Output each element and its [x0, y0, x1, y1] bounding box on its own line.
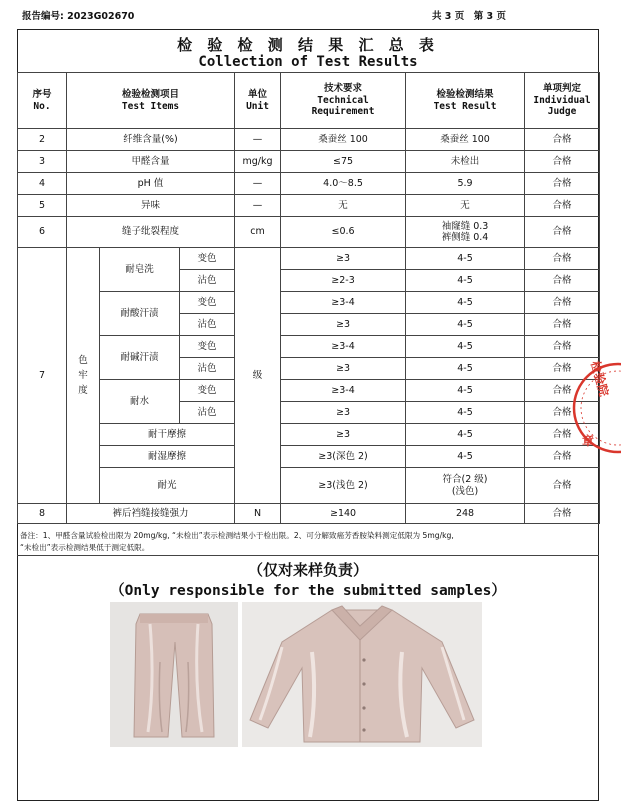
- col-judge-header: 单项判定 Individual Judge: [525, 73, 600, 129]
- table-row: 7 色牢度 耐皂洗 变色 级 ≥3 4-5 合格: [18, 248, 600, 270]
- disclaimer-english: （Only responsible for the submitted samples）: [110, 583, 506, 599]
- table-row: 耐酸汗渍 变色 ≥3-4 4-5 合格: [18, 292, 600, 314]
- seal-text-2: 章: [582, 434, 595, 448]
- sample-photo-shirt: [242, 602, 482, 747]
- report-number-value: 2023G02670: [67, 11, 135, 22]
- col-unit-header: 单位 Unit: [235, 73, 281, 129]
- report-number: [22, 8, 134, 22]
- official-seal: [570, 350, 621, 470]
- shirt-image: [242, 602, 482, 747]
- table-row: 8 裤后裆缝接缝强力 N ≥140 248 合格: [18, 504, 600, 524]
- page-indicator: 共 3 页 第 3 页: [432, 11, 506, 22]
- remarks-line-1: 备注：1、甲醛含量试验检出限为 20mg/kg, “未检出”表示检测结果小于检出限。2、可分解致癌芳香胺染料测定低限为 5mg/kg,: [20, 531, 454, 540]
- remarks: [20, 530, 596, 554]
- remarks-line-2: “未检出”表示检测结果低于测定低限。: [20, 543, 150, 552]
- col-req-header: 技术要求 Technical Requirement: [281, 73, 406, 129]
- table-row: 耐干摩擦 ≥3 4-5 合格: [18, 424, 600, 446]
- col-item-header: 检验检测项目 Test Items: [67, 73, 235, 129]
- divider: [17, 555, 599, 556]
- col-result-header: 检验检测结果 Test Result: [406, 73, 525, 129]
- table-row: 沾色 ≥3 4-5 合格: [18, 358, 600, 380]
- table-row: 耐光 ≥3(浅色 2) 符合(2 级) (浅色) 合格: [18, 468, 600, 504]
- table-row: 2 纤维含量(%) — 桑蚕丝 100 桑蚕丝 100 合格: [18, 129, 600, 151]
- table-row: 沾色 ≥2-3 4-5 合格: [18, 270, 600, 292]
- table-row: 耐碱汗渍 变色 ≥3-4 4-5 合格: [18, 336, 600, 358]
- table-row: 5 异味 — 无 无 合格: [18, 195, 600, 217]
- table-row: 耐湿摩擦 ≥3(深色 2) 4-5 合格: [18, 446, 600, 468]
- title-english: Collection of Test Results: [198, 54, 418, 70]
- table-row: 6 缝子纰裂程度 cm ≤0.6 袖窿缝 0.3 裤侧缝 0.4 合格: [18, 217, 600, 248]
- col-no-header: 序号 No.: [18, 73, 67, 129]
- sample-photo-trousers: [110, 602, 238, 747]
- results-table: [17, 72, 600, 524]
- report-number-label: 报告编号:: [22, 11, 64, 22]
- header-row: [18, 73, 600, 129]
- table-row: 沾色 ≥3 4-5 合格: [18, 314, 600, 336]
- table-row: 3 甲醛含量 mg/kg ≤75 未检出 合格: [18, 151, 600, 173]
- trousers-image: [110, 602, 238, 747]
- title-chinese: 检 验 检 测 结 果 汇 总 表: [177, 36, 439, 54]
- seal-text: 检验院: [588, 359, 611, 398]
- disclaimer-chinese: （仅对来样负责）: [247, 561, 368, 579]
- colorfast-group-label: 色牢度: [67, 248, 100, 504]
- table-row: 耐水 变色 ≥3-4 4-5 合格: [18, 380, 600, 402]
- table-row: 4 pH 值 — 4.0～8.5 5.9 合格: [18, 173, 600, 195]
- table-row: 沾色 ≥3 4-5 合格: [18, 402, 600, 424]
